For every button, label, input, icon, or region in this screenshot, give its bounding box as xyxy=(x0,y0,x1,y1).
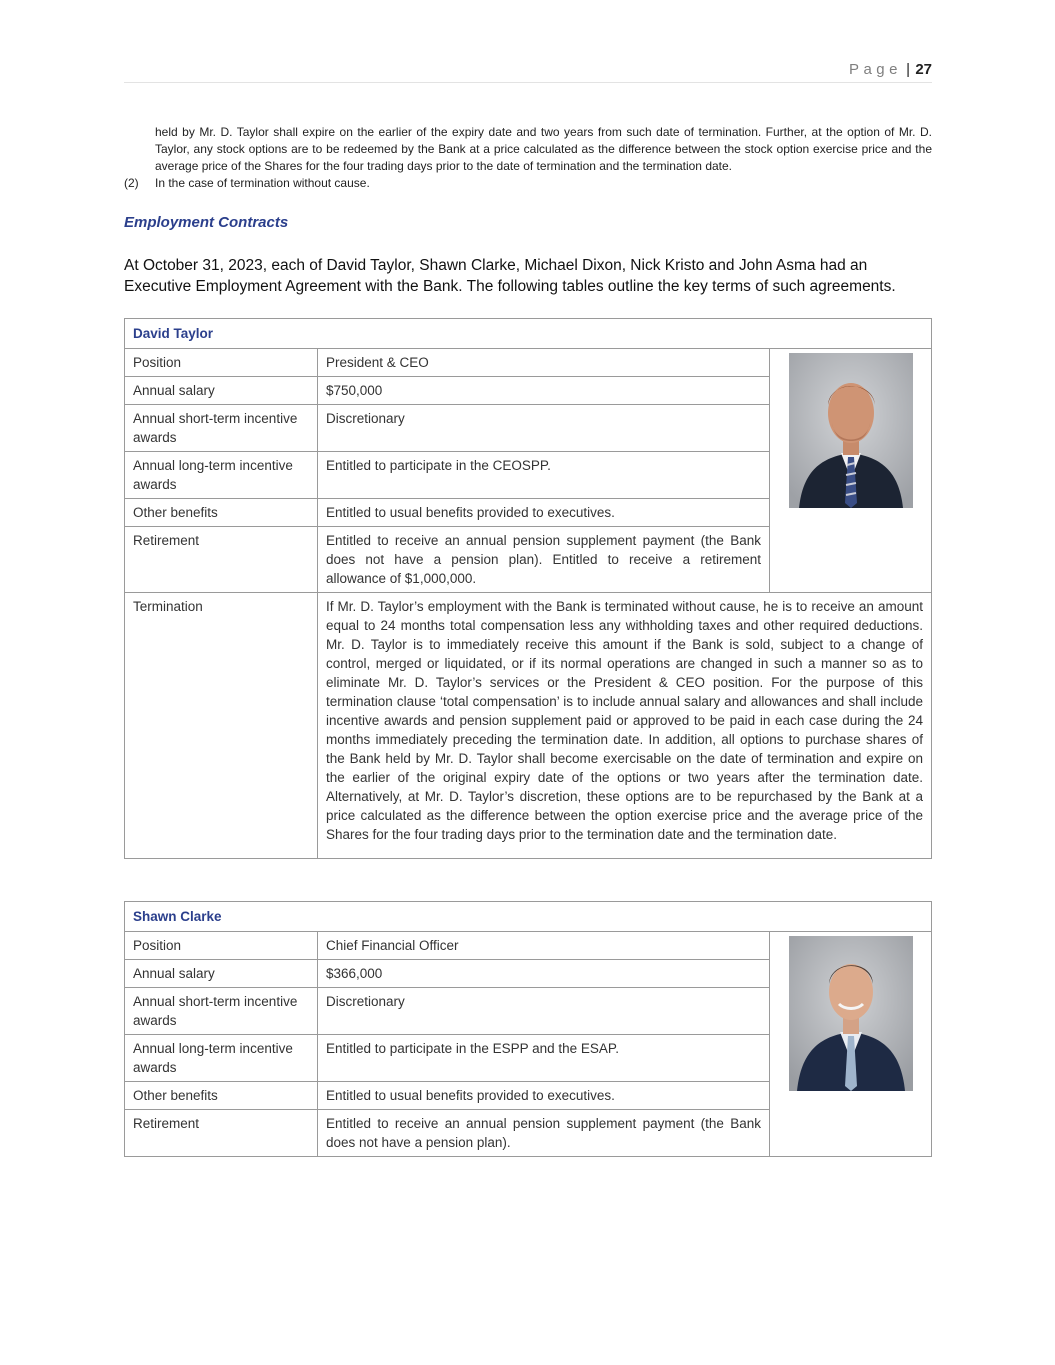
row-value: President & CEO xyxy=(318,349,770,377)
row-value: Entitled to participate in the CEOSPP. xyxy=(318,452,770,499)
row-value: Discretionary xyxy=(318,988,770,1035)
termination-label: Termination xyxy=(125,593,318,859)
row-label: Retirement xyxy=(125,527,318,593)
row-value: $750,000 xyxy=(318,377,770,405)
row-label: Annual long-term incentive awards xyxy=(125,1035,318,1082)
photo-cell xyxy=(770,349,932,593)
section-title: Employment Contracts xyxy=(124,214,289,231)
executive-photo-david-taylor xyxy=(789,353,913,508)
row-label: Other benefits xyxy=(125,1082,318,1110)
footnote-2-text: In the case of termination without cause. xyxy=(155,176,370,190)
row-label: Position xyxy=(125,932,318,960)
executive-photo-shawn-clarke xyxy=(789,936,913,1091)
page-separator: | xyxy=(906,61,910,78)
executive-table-shawn-clarke xyxy=(124,901,932,1157)
photo-cell xyxy=(770,932,932,1157)
row-label: Retirement xyxy=(125,1110,318,1157)
footnote-2 xyxy=(124,175,370,192)
executive-table-david-taylor xyxy=(124,318,932,859)
page-label: Page xyxy=(848,61,902,78)
row-value: Entitled to participate in the ESPP and the ESAP. xyxy=(318,1035,770,1082)
row-value: Entitled to usual benefits provided to executives. xyxy=(318,1082,770,1110)
row-value: Chief Financial Officer xyxy=(318,932,770,960)
executive-name: David Taylor xyxy=(125,319,932,349)
row-label: Annual salary xyxy=(125,377,318,405)
row-value: $366,000 xyxy=(318,960,770,988)
footnote-continuation: held by Mr. D. Taylor shall expire on the earlier of the expiry date and two years from such date of termination. Further, at the option of Mr. D. Taylor, any stock options are to be redeemed by the Bank at a price calculated as the difference between the stock option exercise price and the average price of the Shares for the four trading days prior to the date of termination and the termination date. xyxy=(155,125,932,173)
intro-paragraph: At October 31, 2023, each of David Taylor, Shawn Clarke, Michael Dixon, Nick Kristo and John Asma had an Executive Employment Agreement with the Bank. The following tables outline the key terms of such agreements. xyxy=(124,257,896,295)
row-label: Annual short-term incentive awards xyxy=(125,988,318,1035)
row-label: Other benefits xyxy=(125,499,318,527)
executive-name: Shawn Clarke xyxy=(125,902,932,932)
page-number: 27 xyxy=(915,61,932,78)
row-value: Entitled to usual benefits provided to executives. xyxy=(318,499,770,527)
row-label: Annual long-term incentive awards xyxy=(125,452,318,499)
row-value: Discretionary xyxy=(318,405,770,452)
row-label: Position xyxy=(125,349,318,377)
footnote-2-mark: (2) xyxy=(124,176,139,190)
row-value: Entitled to receive an annual pension supplement payment (the Bank does not have a pension plan). Entitled to receive a retirement allowance of $1,000,000. xyxy=(318,527,770,593)
page-header xyxy=(124,60,932,83)
row-value: Entitled to receive an annual pension supplement payment (the Bank does not have a pension plan). xyxy=(318,1110,770,1157)
row-label: Annual salary xyxy=(125,960,318,988)
termination-text: If Mr. D. Taylor’s employment with the Bank is terminated without cause, he is to receive an amount equal to 24 months total compensation less any withholding taxes and other required deductions. Mr. D. Taylor is to immediately receive this amount if the Bank is sold, subject to a change of control, merged or liquidated, or if its normal operations are changed in such a manner so as to eliminate Mr. D. Taylor’s services or the President & CEO position. For the purpose of this termination clause ‘total compensation’ is to include annual salary and allowances and shall include incentive awards and pension supplement paid or approved to be paid in each case during the 24 months immediately preceding the termination date. In addition, all options to purchase shares of the Bank held by Mr. D. Taylor shall become exercisable on the date of termination and expire on the earlier of the original expiry date of the options or two years after the termination date. Alternatively, at Mr. D. Taylor’s discretion, these options are to be repurchased by the Bank at a price calculated as the difference between the option exercise price and the average price of the Shares for the four trading days prior to the termination date and the termination date. xyxy=(318,593,932,859)
row-label: Annual short-term incentive awards xyxy=(125,405,318,452)
